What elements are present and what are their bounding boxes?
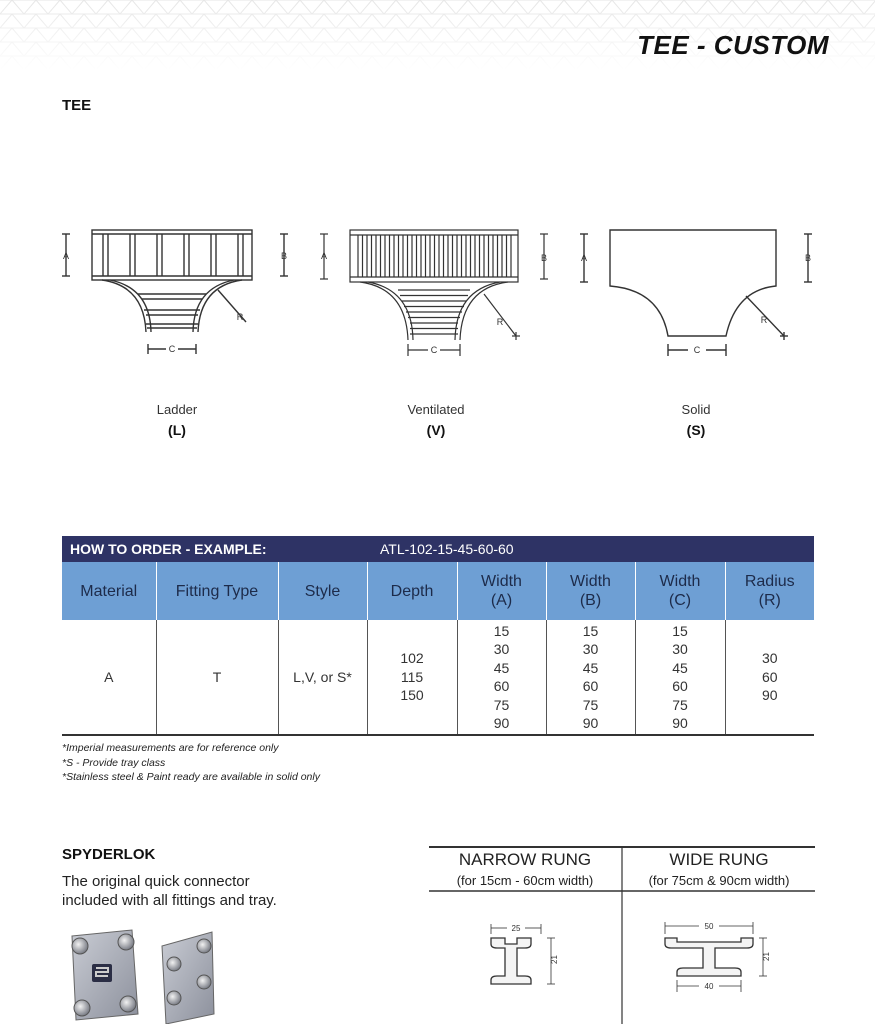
- table-row: [62, 620, 814, 735]
- wide-top-dim: 50: [704, 922, 714, 931]
- tee-section-title: TEE: [62, 97, 92, 114]
- col-depth: Depth: [367, 562, 457, 620]
- col-radius: Radius (R): [725, 562, 814, 620]
- dim-a-label: A: [580, 253, 588, 263]
- dim-b-label: B: [280, 251, 288, 261]
- width-c-cell: 15 30 45 60 75 90: [635, 620, 725, 735]
- narrow-rung-profile: [469, 906, 609, 1016]
- wide-rung-subtitle: (for 75cm & 90cm width): [648, 873, 790, 888]
- col-width-b: Width (B): [546, 562, 635, 620]
- ventilated-caption: Ventilated: [407, 402, 465, 417]
- wide-rung-title: WIDE RUNG: [669, 850, 769, 869]
- footnote: *Stainless steel & Paint ready are available in solid only: [62, 771, 320, 783]
- spyderlok-connector-image: [62, 924, 232, 1024]
- dim-c-label: C: [430, 345, 438, 355]
- ladder-tee-drawing: [58, 224, 308, 364]
- footnote: *S - Provide tray class: [62, 756, 166, 769]
- width-b-cell: 15 30 45 60 75 90: [546, 620, 635, 735]
- wide-rung-header: [623, 846, 815, 888]
- material-cell: A: [62, 620, 156, 735]
- ladder-caption: Ladder: [156, 402, 198, 417]
- dim-c-label: C: [168, 344, 176, 354]
- narrow-rung-subtitle: (for 15cm - 60cm width): [456, 873, 594, 888]
- order-table-section: [62, 536, 814, 736]
- wide-bottom-dim: 40: [704, 982, 714, 991]
- page-title: TEE - CUSTOM: [637, 30, 829, 60]
- fitting-type-cell: T: [156, 620, 278, 735]
- col-fitting-type: Fitting Type: [156, 562, 278, 620]
- radius-cell: 30 60 90: [761, 650, 778, 704]
- dim-r-label: R: [496, 317, 504, 327]
- footnotes: [62, 741, 320, 785]
- footnote: *Imperial measurements are for reference only: [62, 742, 279, 754]
- narrow-side-dim: 21: [550, 955, 559, 964]
- order-header-row: [62, 562, 814, 620]
- solid-code: (S): [686, 422, 706, 438]
- col-material: Material: [62, 562, 156, 620]
- narrow-rung-header: [429, 846, 621, 888]
- col-width-c: Width (C): [635, 562, 725, 620]
- dim-r-label: R: [236, 312, 244, 322]
- solid-tee-drawing: [576, 224, 826, 364]
- style-cell: L,V, or S*: [278, 620, 367, 735]
- solid-caption: Solid: [681, 402, 711, 417]
- narrow-rung-title: NARROW RUNG: [458, 850, 592, 869]
- dim-b-label: B: [540, 253, 548, 263]
- dim-r-label: R: [760, 315, 768, 325]
- col-style: Style: [278, 562, 367, 620]
- depth-cell: 102 115 150: [367, 620, 457, 735]
- order-bar: [62, 536, 814, 562]
- wide-rung-profile: [659, 906, 809, 1016]
- narrow-top-dim: 25: [511, 924, 521, 933]
- dim-a-label: A: [62, 251, 70, 261]
- ventilated-tee-drawing: [318, 224, 568, 364]
- wide-side-dim: 21: [762, 952, 771, 961]
- spyderlok-title: SPYDERLOK: [62, 846, 156, 863]
- spyderlok-description: The original quick connector included with all fittings and tray.: [62, 873, 277, 909]
- order-example: ATL-102-15-45-60-60: [380, 541, 514, 557]
- width-a-cell: 15 30 45 60 75 90: [457, 620, 546, 735]
- dim-a-label: A: [320, 251, 328, 261]
- rung-panel: [429, 846, 815, 1024]
- order-label: HOW TO ORDER - EXAMPLE:: [70, 541, 267, 557]
- ventilated-code: (V): [426, 422, 446, 438]
- dim-b-label: B: [804, 253, 812, 263]
- dim-c-label: C: [693, 345, 701, 355]
- order-table: [62, 562, 814, 736]
- ladder-code: (L): [168, 422, 186, 438]
- col-width-a: Width (A): [457, 562, 546, 620]
